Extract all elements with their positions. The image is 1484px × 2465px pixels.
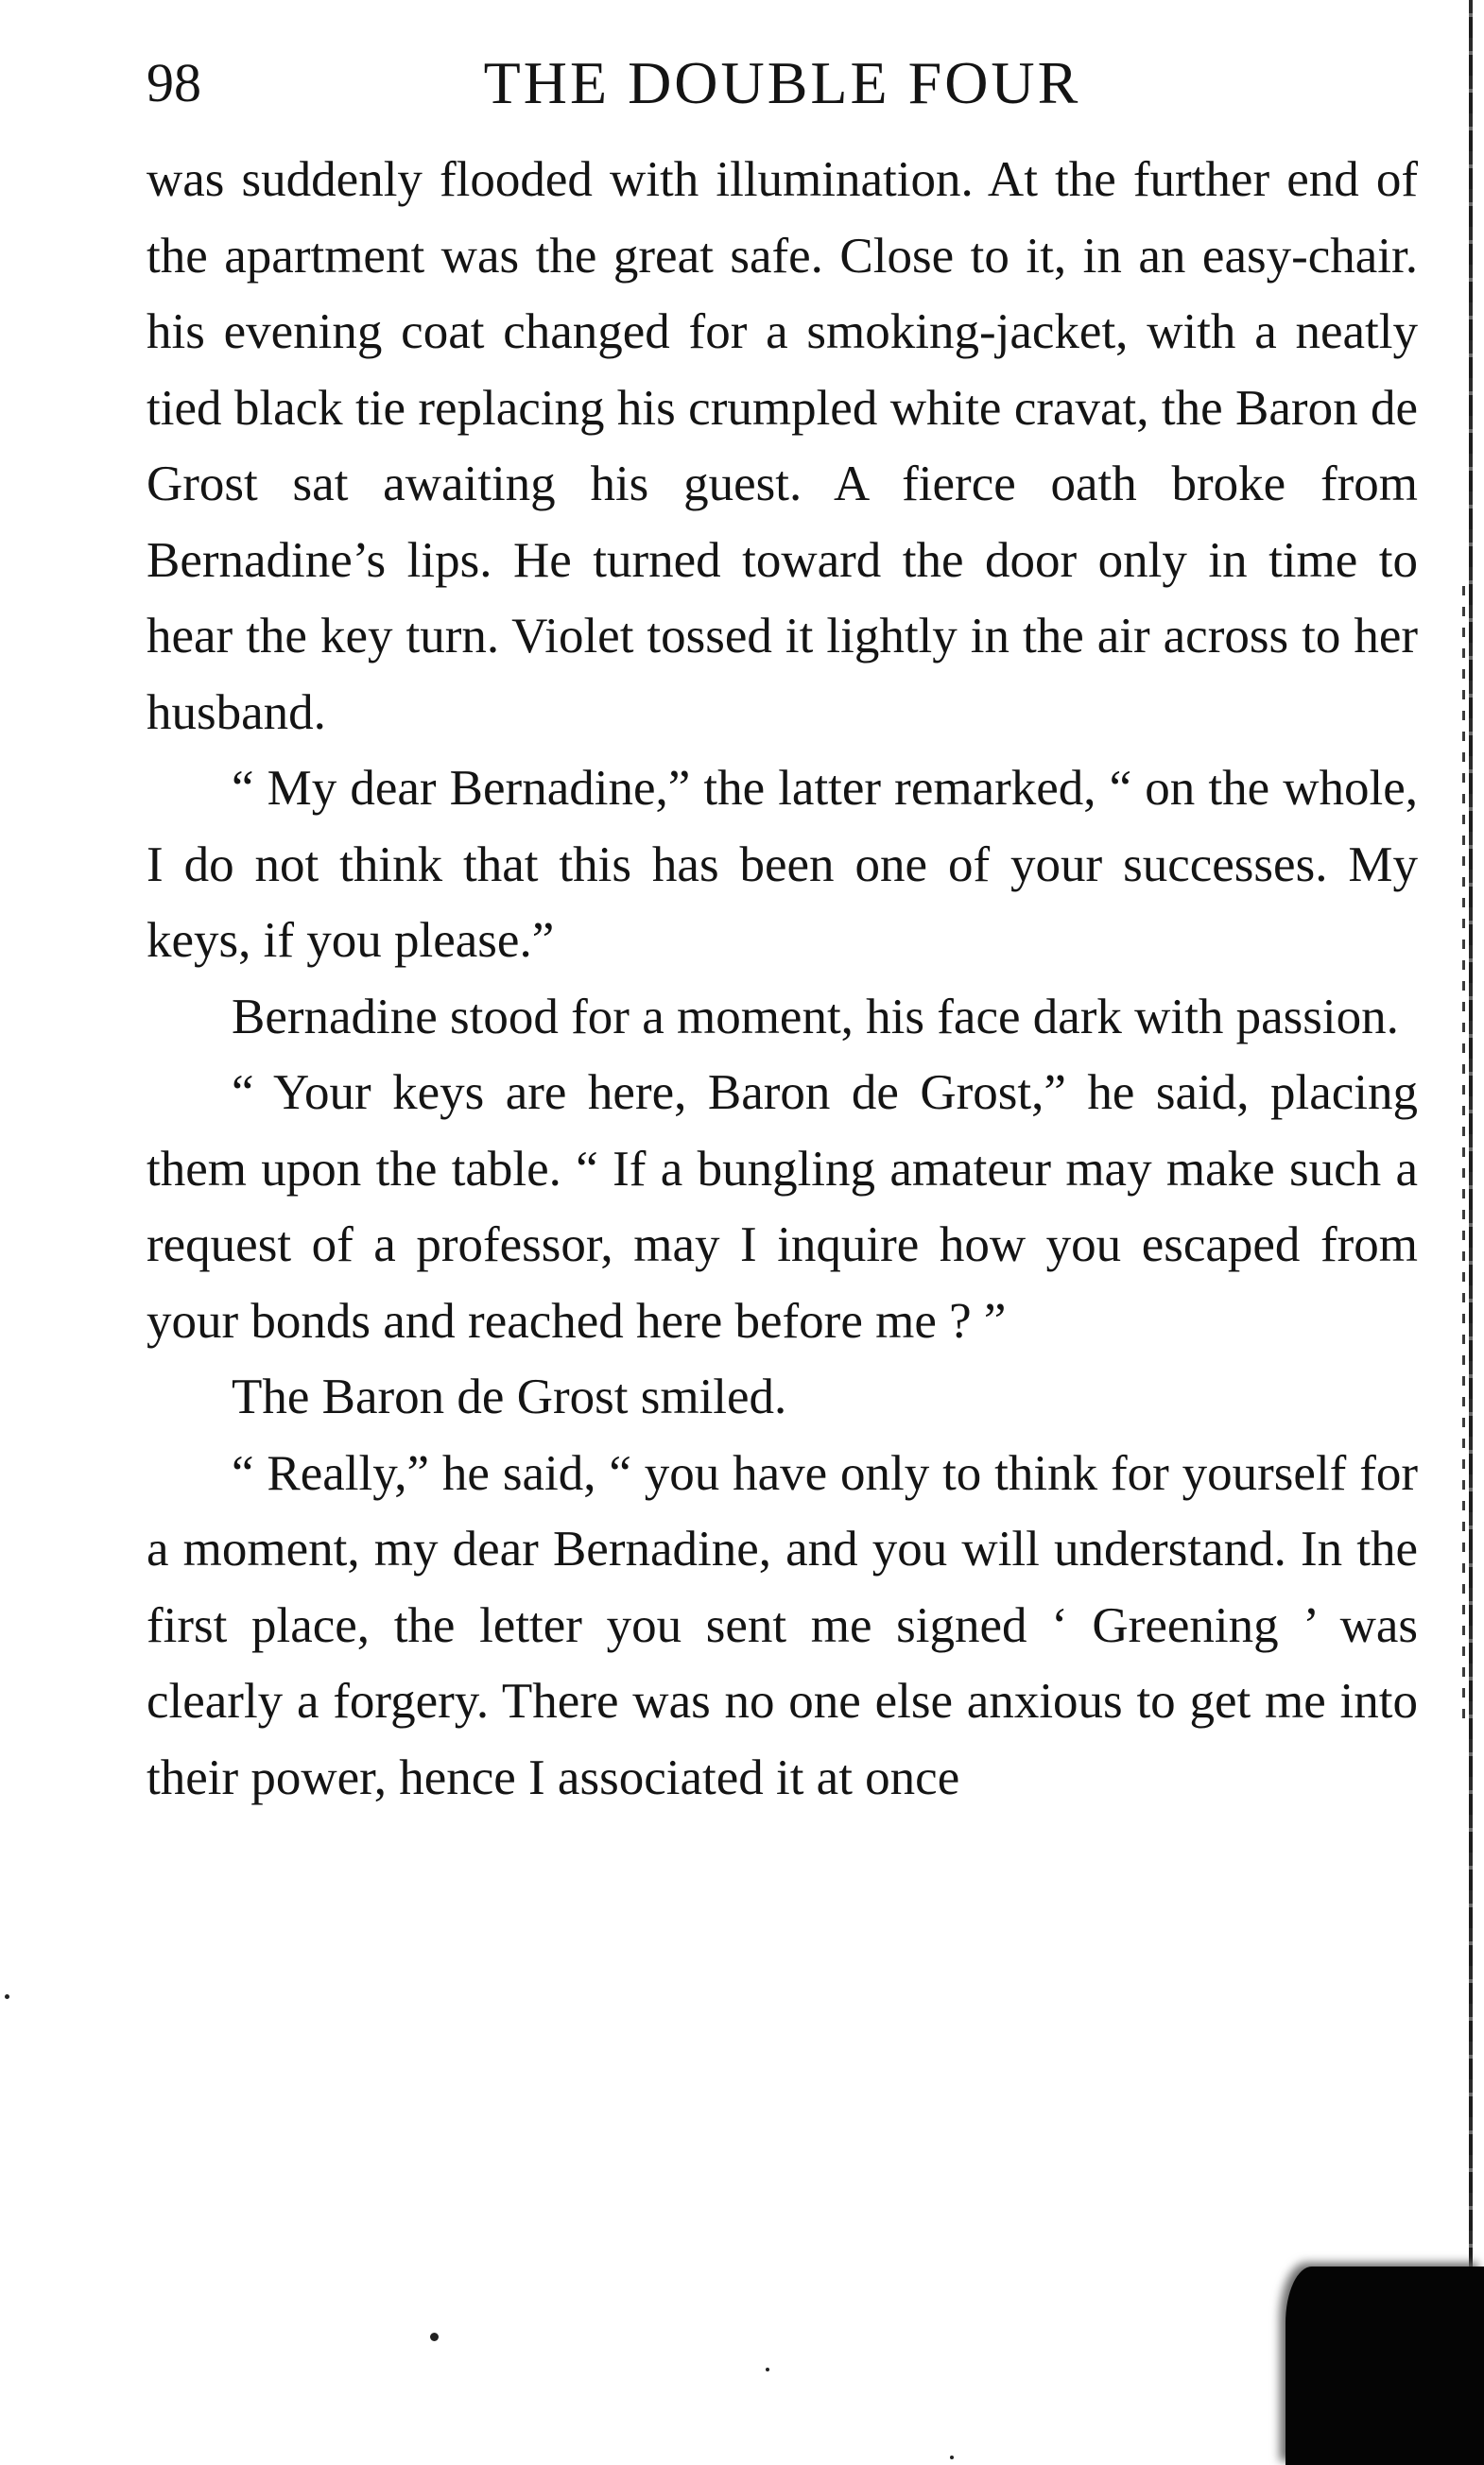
page-number: 98 bbox=[147, 52, 201, 113]
page-edge-shadow bbox=[1469, 0, 1473, 2316]
running-head: THE DOUBLE FOUR bbox=[483, 49, 1081, 116]
page-header bbox=[147, 38, 1418, 123]
scan-speck bbox=[766, 2368, 769, 2371]
scan-speck bbox=[950, 2456, 954, 2459]
paragraph: The Baron de Grost smiled. bbox=[232, 1370, 787, 1424]
scan-speck bbox=[5, 1994, 9, 1999]
body-text bbox=[147, 142, 1418, 1816]
paragraph: “ Your keys are here, Baron de Grost,” he said, placing them upon the table. “ If a bungling amateur may make such a request of a professor, may I inquire how you escaped from your bonds and reached here before me ? ” bbox=[147, 1065, 1418, 1349]
paragraph: Bernadine stood for a moment, his face dark with passion. bbox=[232, 989, 1399, 1044]
paragraph: was suddenly flooded with illumination. At the further end of the apartment was the great safe. Close to it, in an easy-chair. his evening coat changed for a smoking-jacket, with a neatly tied black tie replacing his crumpled white cravat, the Baron de Grost sat awaiting his guest. A fierce oath broke from Bernadine’s lips. He turned toward the door only in time to hear the key turn. Violet tossed it lightly in the air across to her husband. bbox=[147, 152, 1418, 740]
paragraph: “ Really,” he said, “ you have only to think for yourself for a moment, my dear Bernadine, and you will understand. In the first place, the letter you sent me signed ‘ Greening ’ was clearly a forgery. There was no one else anxious to get me into their power, hence I associated it at once bbox=[147, 1445, 1418, 1805]
page-edge-shadow-inner bbox=[1462, 586, 1465, 1720]
paragraph: “ My dear Bernadine,” the latter remarked, “ on the whole, I do not think that this has been one of your successes. My keys, if you please.” bbox=[147, 761, 1418, 968]
scan-ink-blot bbox=[1286, 2267, 1484, 2465]
scan-speck bbox=[430, 2333, 439, 2341]
